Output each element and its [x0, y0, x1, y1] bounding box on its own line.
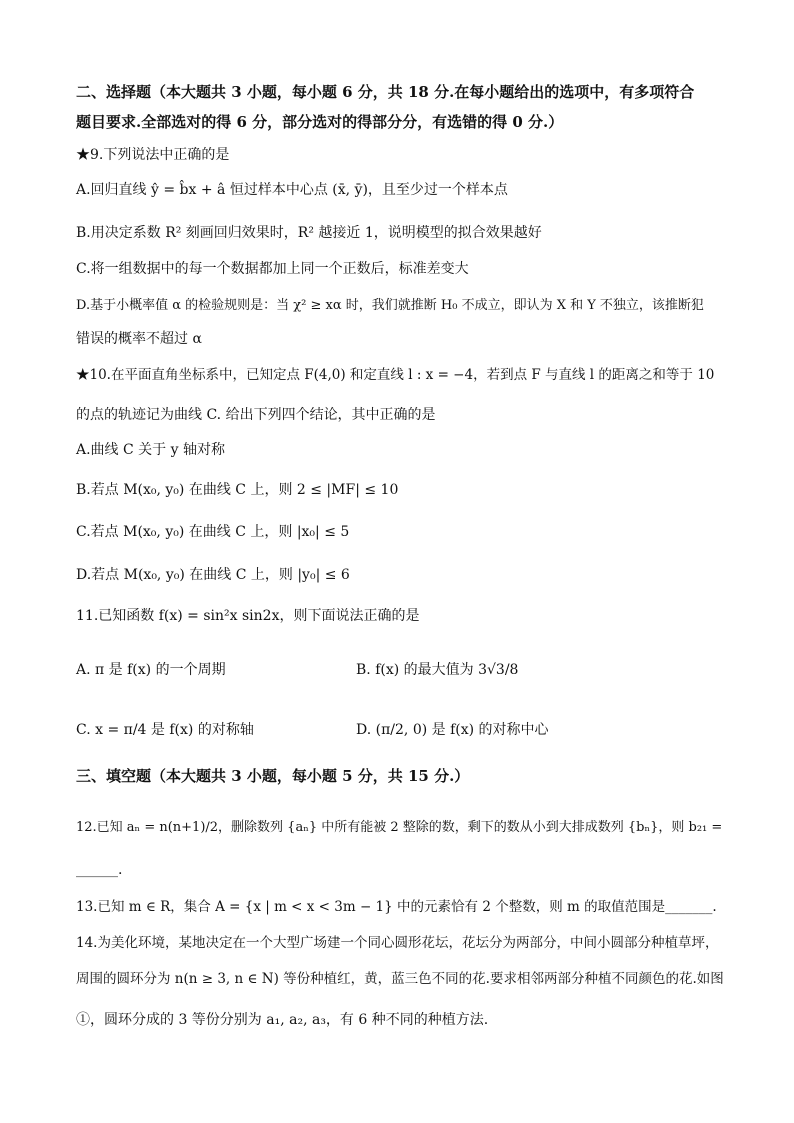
q9-option-c: C.将一组数据中的每一个数据都加上同一个正数后，标准差变大: [76, 261, 469, 277]
section3-header: 三、填空题（本大题共 3 小题，每小题 5 分，共 15 分.）: [76, 767, 470, 785]
q9-option-b: B.用决定系数 R² 刻画回归效果时，R² 越接近 1，说明模型的拟合效果越好: [76, 225, 542, 241]
q10-stem-line2: 的点的轨迹记为曲线 C. 给出下列四个结论，其中正确的是: [76, 407, 436, 423]
q10-option-c: C.若点 M(x₀, y₀) 在曲线 C 上，则 |x₀| ≤ 5: [76, 524, 350, 540]
q10-stem-line1: ★10.在平面直角坐标系中，已知定点 F(4,0) 和定直线 l : x = −4，若到点 F 与直线 l 的距离之和等于 10: [76, 367, 715, 383]
q11-option-c: C. x = π/4 是 f(x) 的对称轴: [76, 722, 254, 738]
q10-option-b: B.若点 M(x₀, y₀) 在曲线 C 上，则 2 ≤ |MF| ≤ 10: [76, 482, 399, 498]
q14-line3: ①，圆环分成的 3 等份分别为 a₁, a₂, a₃，有 6 种不同的种植方法.: [76, 1012, 489, 1028]
q14-line2: 周围的圆环分为 n(n ≥ 3, n ∈ N) 等份种植红，黄，蓝三色不同的花.要求相邻两部分种植不同颜色的花.如图: [76, 971, 724, 987]
section2-header-line2: 题目要求.全部选对的得 6 分，部分选对的得部分分，有选错的得 0 分.）: [76, 113, 564, 131]
q10-option-d: D.若点 M(x₀, y₀) 在曲线 C 上，则 |y₀| ≤ 6: [76, 567, 350, 583]
q11-stem: 11.已知函数 f(x) = sin²x sin2x，则下面说法正确的是: [76, 608, 420, 624]
section2-header-line1: 二、选择题（本大题共 3 小题，每小题 6 分，共 18 分.在每小题给出的选项中，有多项符合: [76, 83, 695, 101]
q14-line1: 14.为美化环境，某地决定在一个大型广场建一个同心圆形花坛，花坛分为两部分，中间小圆部分种植草坪，: [76, 935, 719, 951]
q9-option-a: A.回归直线 ŷ = b̂x + â 恒过样本中心点 (x̄, ȳ)，且至少过一个样本点: [76, 182, 508, 198]
q12-line1: 12.已知 aₙ = n(n+1)/2，删除数列 {aₙ} 中所有能被 2 整除的数，剩下的数从小到大排成数列 {bₙ}，则 b₂₁ =: [76, 820, 723, 835]
q11-option-b: B. f(x) 的最大值为 3√3/8: [356, 662, 519, 678]
q9-stem: ★9.下列说法中正确的是: [76, 147, 230, 163]
q10-option-a: A.曲线 C 关于 y 轴对称: [76, 442, 225, 458]
q11-option-d: D. (π/2, 0) 是 f(x) 的对称中心: [356, 722, 549, 738]
q12-blank: ______.: [76, 862, 123, 878]
q9-option-d-line2: 错误的概率不超过 α: [76, 331, 202, 347]
q11-option-a: A. π 是 f(x) 的一个周期: [76, 662, 226, 678]
q9-option-d-line1: D.基于小概率值 α 的检验规则是：当 χ² ≥ xα 时，我们就推断 H₀ 不成立，即认为 X 和 Y 不独立，该推断犯: [76, 298, 704, 313]
q13-text: 13.已知 m ∈ R，集合 A = {x | m < x < 3m − 1} 中的元素恰有 2 个整数，则 m 的取值范围是_______.: [76, 899, 717, 915]
